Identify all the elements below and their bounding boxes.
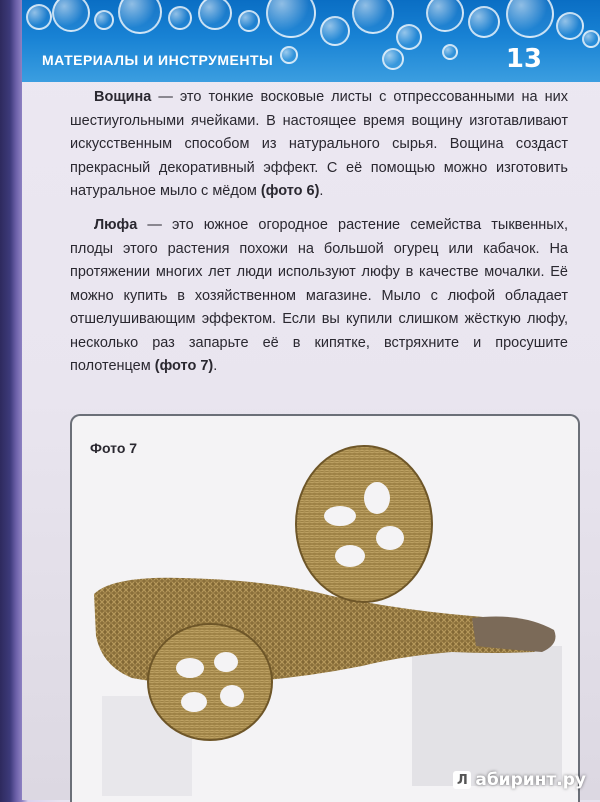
paragraph-end: . [213, 358, 218, 374]
bubble-decoration [320, 16, 350, 46]
section-title: МАТЕРИАЛЫ И ИНСТРУМЕНТЫ [42, 52, 274, 68]
loofah-sponge-image [72, 416, 578, 802]
loofah-slice-front [148, 624, 272, 740]
term-vosch: Вощина [94, 89, 152, 105]
bubble-decoration [238, 10, 260, 32]
photo-label: Фото 7 [90, 440, 138, 456]
bubble-decoration [382, 48, 404, 70]
bubble-decoration [52, 0, 90, 32]
bubble-decoration [556, 12, 584, 40]
watermark-text: абиринт.ру [475, 770, 586, 790]
bubble-decoration [442, 44, 458, 60]
bubble-decoration [396, 24, 422, 50]
photo-frame [70, 414, 580, 802]
bubble-decoration [266, 0, 316, 38]
photo-reference: (фото 6) [260, 183, 320, 199]
book-page [22, 0, 600, 800]
paragraph-lufa [70, 214, 568, 379]
paragraph-body: — это южное огородное растение семейства тыквенных, плоды этого растения похожи на большой огурец или кабачок. На протяжении многих лет люди используют люфу в качестве мочалки. Её можно купить в хозяйственном магазине. Мыло с люфой обладает отшелушивающим эффектом. Если вы купили слишком жёсткую люфу, несколько раз запарьте её в кипятке, встряхните и просушите полотенцем [70, 217, 568, 374]
bubble-decoration [426, 0, 464, 32]
term-lufa: Люфа [94, 217, 138, 233]
page-header [22, 0, 600, 82]
bubble-decoration [94, 10, 114, 30]
paragraph-body: — это тонкие восковые листы с отпрессованными на них шестиугольными ячейками. В настоящее время вощину изготавливают искусственным способом из натурального сырья. Вощина создаст прекрасный декоративный эффект. С её помощью можно изготовить натуральное мыло с мёдом [70, 89, 568, 199]
bubble-decoration [468, 6, 500, 38]
bubble-decoration [352, 0, 394, 34]
bubble-decoration [118, 0, 162, 34]
bubble-decoration [168, 6, 192, 30]
labirint-logo-icon: Л [453, 771, 471, 789]
paragraph-vosch [70, 86, 568, 204]
paragraph-end: . [319, 183, 324, 199]
bubble-decoration [506, 0, 554, 38]
loofah-slice-top [296, 446, 432, 602]
page-number: 13 [505, 44, 542, 74]
bubble-decoration [26, 4, 52, 30]
loofah-tip [472, 617, 556, 653]
bubble-decoration [198, 0, 232, 30]
watermark [453, 770, 586, 790]
bubble-decoration [582, 30, 600, 48]
photo-reference: (фото 7) [154, 358, 214, 374]
bubble-decoration [280, 46, 298, 64]
